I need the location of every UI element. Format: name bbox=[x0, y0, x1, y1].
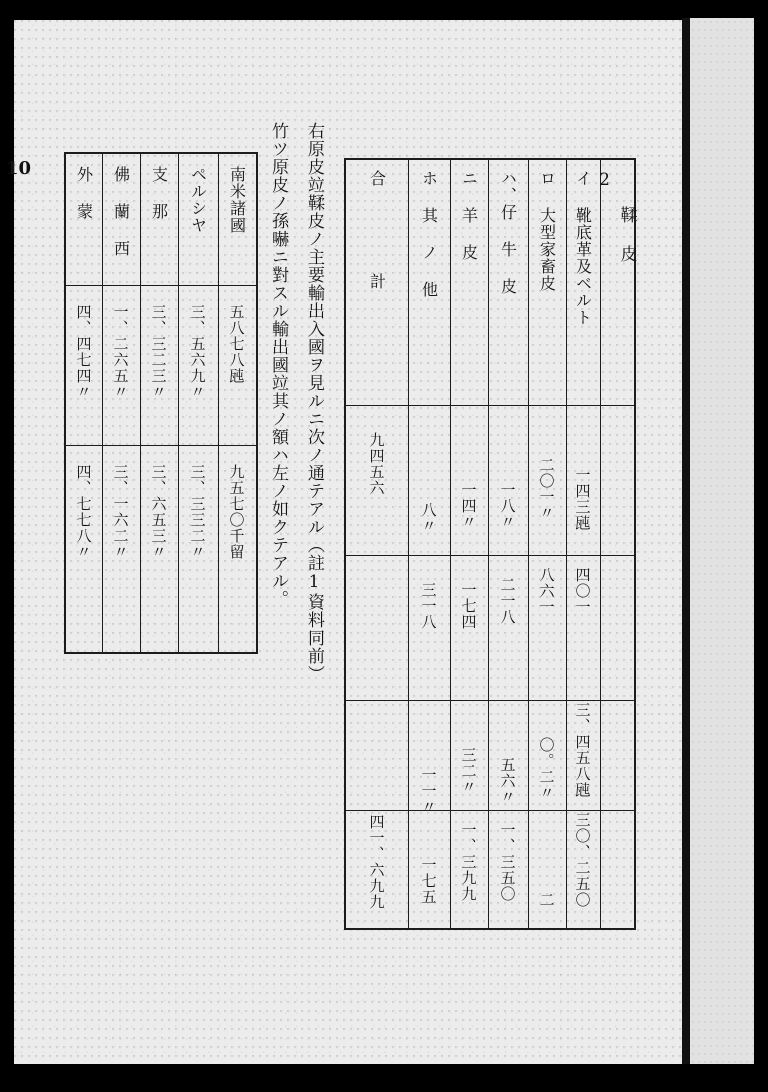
table2-cell: 九五七〇千留 bbox=[227, 464, 246, 560]
page-fold-shadow bbox=[682, 18, 690, 1064]
table2-row-label: ペルシヤ bbox=[188, 166, 208, 234]
table1-cell: 三〇、二五〇 bbox=[573, 812, 592, 908]
table1-cell: 二〇一〃 bbox=[537, 457, 556, 521]
table1-cell: 八六一 bbox=[537, 567, 556, 615]
table1-cell: 九四五六 bbox=[367, 432, 386, 496]
table1-row-label: ハ、仔 牛 皮 bbox=[498, 170, 518, 295]
table1-cell: 二一八 bbox=[498, 577, 517, 625]
page-number: 10 bbox=[6, 158, 32, 179]
table1-cell: 一四三瓲 bbox=[573, 467, 592, 531]
table1-cell: 一、三五〇 bbox=[498, 822, 517, 902]
table2-cell: 五八七八瓲 bbox=[227, 304, 246, 384]
table1-header bbox=[594, 158, 637, 405]
table1-total-label: 合 計 bbox=[367, 170, 387, 323]
table2-row-label: 外 蒙 bbox=[74, 166, 94, 220]
table1-row-label: ロ 大型家畜皮 bbox=[537, 170, 557, 292]
table1-cell: 二 bbox=[537, 892, 556, 908]
table2-cell: 三、六五三〃 bbox=[149, 464, 168, 560]
table1-row-label: ホ 其 ノ 他 bbox=[419, 170, 439, 298]
table1-header-label: 鞣 皮 bbox=[616, 206, 637, 263]
table1-cell: 一四〃 bbox=[459, 482, 478, 530]
table1-cell: 一七四 bbox=[459, 582, 478, 630]
table1-cell: 一、三九九 bbox=[459, 822, 478, 902]
table2-cell: 三、五六九〃 bbox=[188, 304, 207, 400]
paragraph-line-1: 右原皮竝鞣皮ノ主要輸出入國ヲ見ルニ次ノ通テアル（註1資料同前） bbox=[304, 122, 324, 683]
table1-cell: 四〇一 bbox=[573, 567, 592, 615]
table1-cell: 三一八 bbox=[419, 582, 438, 630]
table1-cell: 三二〃 bbox=[459, 747, 478, 795]
paragraph-line-2: 竹ツ原皮ノ孫嚇ニ對スル輸出國竝其ノ額ハ左ノ如クテアル。 bbox=[268, 122, 288, 608]
adjacent-page-edge bbox=[690, 18, 754, 1064]
table1-cell: 四一、六九九 bbox=[367, 814, 386, 910]
table1-cell: 八〃 bbox=[419, 502, 438, 534]
table2-row-label: 佛 蘭 西 bbox=[111, 166, 131, 257]
table2-cell: 四、七七八〃 bbox=[74, 464, 93, 560]
table1-cell: 〇。二〃 bbox=[537, 737, 556, 801]
table2-row-label: 南米諸國 bbox=[227, 166, 247, 234]
table2-row-label: 支 那 bbox=[149, 166, 169, 220]
table2-cell: 四、四七四〃 bbox=[74, 304, 93, 400]
table1-cell: 一七五 bbox=[419, 857, 438, 905]
table1-cell: 一一〃 bbox=[419, 767, 438, 815]
table1-cell: 五六〃 bbox=[498, 757, 517, 805]
table2-cell: 三、三三二〃 bbox=[188, 464, 207, 560]
table1-header-kind: 2 bbox=[594, 170, 615, 191]
table2-cell: 三、三二三〃 bbox=[149, 304, 168, 400]
table1-row-label: ニ 羊 皮 bbox=[459, 170, 479, 261]
table2-cell: 一、二六五〃 bbox=[111, 304, 130, 400]
table1-cell: 三、四五八瓲 bbox=[573, 702, 592, 798]
table1-cell: 一八〃 bbox=[498, 482, 517, 530]
table1-row-label: イ 靴底革及ベルト bbox=[573, 170, 593, 326]
table2-cell: 三、一六二〃 bbox=[111, 464, 130, 560]
